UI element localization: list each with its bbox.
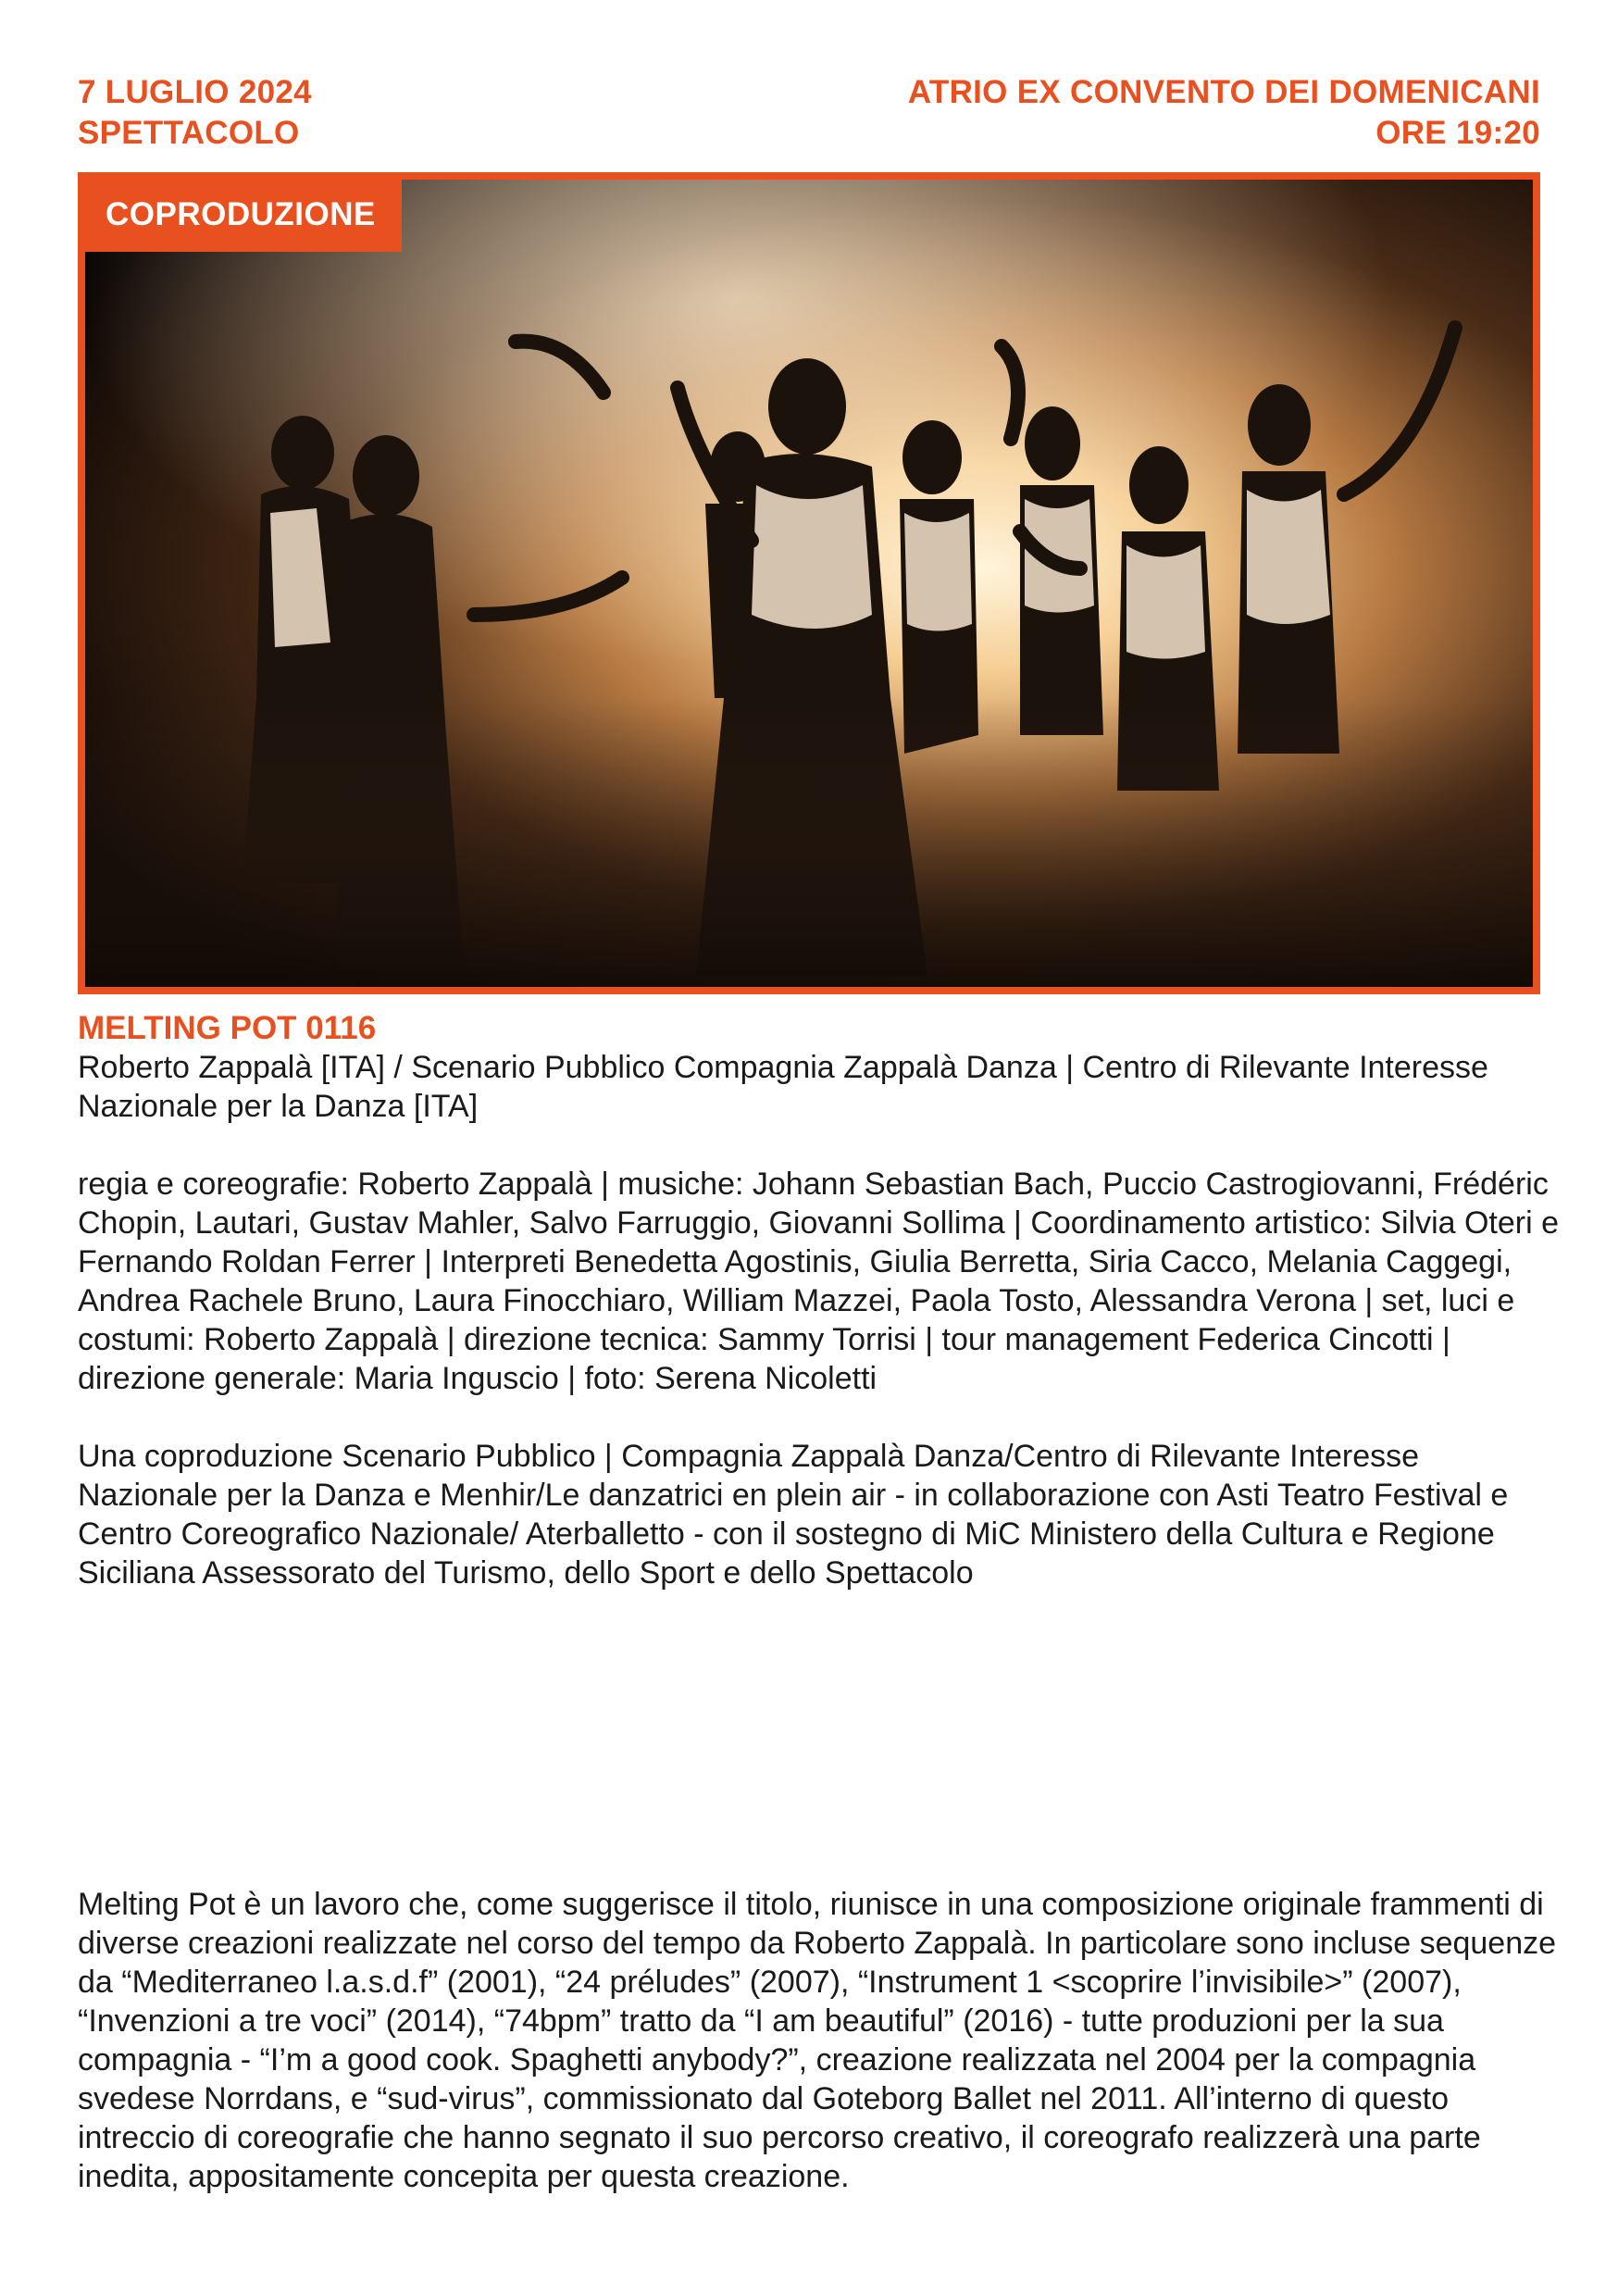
event-date-block [78, 72, 312, 154]
show-credits: regia e coreografie: Roberto Zappalà | musiche: Johann Sebastian Bach, Puccio Castrogiovanni, Frédéric Chopin, Lautari, Gustav Mahler, Salvo Farruggio, Giovanni Sollima | Coordinamento artistico: Silvia Oteri e Fernando Roldan Ferrer | Interpreti Benedetta Agostinis, Giulia Berretta, Siria Cacco, Melania Caggegi, Andrea Rachele Bruno, Laura Finocchiaro, William Mazzei, Paola Tosto, Alessandra Verona | set, luci e costumi: Roberto Zappalà | direzione tecnica: Sammy Torrisi | tour management Federica Cincotti | direzione generale: Maria Inguscio | foto: Serena Nicoletti [78, 1167, 1560, 1396]
show-details [78, 1009, 1559, 1592]
event-category: SPETTACOLO [78, 115, 300, 151]
show-coproduction: Una coproduzione Scenario Pubblico | Compagnia Zappalà Danza/Centro di Rilevante Interesse Nazionale per la Danza e Menhir/Le danzatrici en plein air - in collaborazione con Asti Teatro Festival e Centro Coreografico Nazionale/ Aterballetto - con il sostegno di MiC Ministero della Cultura e Regione Siciliana Assessorato del Turismo, dello Sport e dello Spettacolo [78, 1439, 1509, 1591]
show-description: Melting Pot è un lavoro che, come suggerisce il titolo, riunisce in una composizione originale frammenti di diverse creazioni realizzate nel corso del tempo da Roberto Zappalà. In particolare sono incluse sequenze da “Mediterraneo l.a.s.d.f” (2001), “24 préludes” (2007), “Instrument 1 <scoprire l’invisibile>” (2007), “Invenzioni a tre voci” (2014), “74bpm” tratto da “I am beautiful” (2016) - tutte produzioni per la sua compagnia - “I’m a good cook. Spaghetti anybody?”, creazione realizzata nel 2004 per la compagnia svedese Norrdans, e “sud-virus”, commissionato dal Goteborg Ballet nel 2011. All’interno di questo intreccio di coreografie che hanno segnato il suo percorso creativo, il coreografo realizzerà una parte inedita, appositamente concepita per questa creazione. [78, 1887, 1557, 2194]
venue-name: ATRIO EX CONVENTO DEI DOMENICANI [907, 74, 1540, 110]
show-title: MELTING POT 0116 [78, 1010, 377, 1046]
performance-photo [78, 172, 1540, 994]
show-company: Roberto Zappalà [ITA] / Scenario Pubblico Compagnia Zappalà Danza | Centro di Rilevante Interesse Nazionale per la Danza [ITA] [78, 1050, 1488, 1124]
dancers-photo-illustration [85, 180, 1533, 987]
show-description-block [78, 1885, 1559, 2196]
event-date: 7 LUGLIO 2024 [78, 74, 312, 110]
venue-block [908, 72, 1540, 154]
coproduction-badge: COPRODUZIONE [85, 180, 402, 252]
event-time: ORE 19:20 [1375, 115, 1540, 151]
